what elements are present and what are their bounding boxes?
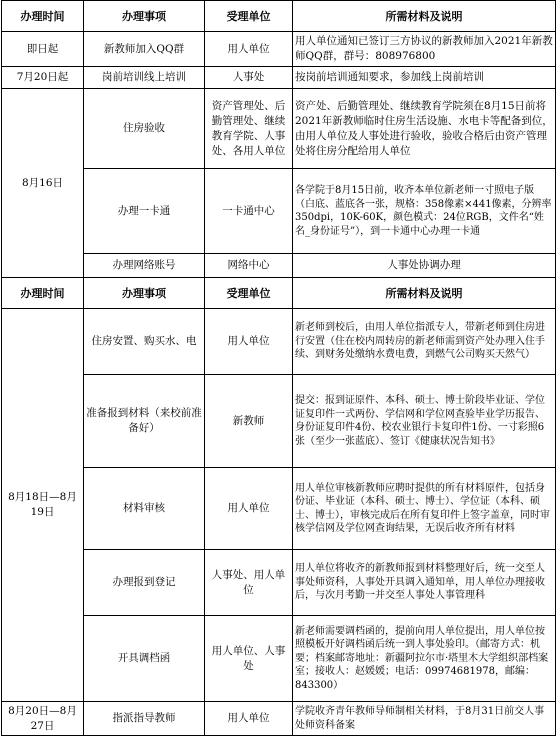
row-item: 住房安置、购买水、电 <box>84 309 205 375</box>
row-item: 办理网络账号 <box>84 254 205 278</box>
row-time: 即日起 <box>2 32 84 67</box>
row-desc: 用人单位通知已签订三方协议的新教师加入2021年新教师QQ群，群号：808976800 <box>293 32 556 67</box>
table-row <box>2 702 556 736</box>
row-item: 新教师加入QQ群 <box>84 32 205 67</box>
row-desc: 各学院于8月15日前，收齐本单位新老师一寸照电子版（白底、蓝底各一张，规格：358像素×441像素，分辨率350dpi，10K-60K，颜色模式：24位RGB，文件名“姓名_身份证号”），到一卡通中心办理一卡通 <box>293 169 556 254</box>
header-dept: 受理单位 <box>205 278 293 309</box>
row-dept: 用人单位 <box>205 32 293 67</box>
table-row <box>2 32 556 67</box>
table-header-row <box>2 278 556 309</box>
table-row <box>2 89 556 169</box>
row-dept: 一卡通中心 <box>205 169 293 254</box>
row-desc: 学院收齐青年教师导师制相关材料，于8月31日前交人事处师资科备案 <box>293 702 556 736</box>
row-dept: 资产管理处、后勤管理处、继续教育学院、人事处、各用人单位 <box>205 89 293 169</box>
schedule-table <box>1 0 556 736</box>
header-desc: 所需材料及说明 <box>293 1 556 32</box>
row-item: 开具调档函 <box>84 616 205 702</box>
row-item: 材料审核 <box>84 468 205 550</box>
header-item: 办理事项 <box>84 278 205 309</box>
row-time-merged: 8月18日—8月19日 <box>2 309 84 702</box>
row-dept: 用人单位 <box>205 702 293 736</box>
table-row <box>2 254 556 278</box>
row-dept: 用人单位 <box>205 468 293 550</box>
table-row <box>2 616 556 702</box>
row-dept: 用人单位 <box>205 309 293 375</box>
row-item: 岗前培训线上培训 <box>84 67 205 89</box>
row-item: 住房验收 <box>84 89 205 169</box>
table-row <box>2 169 556 254</box>
table-row <box>2 309 556 375</box>
row-dept: 人事处 <box>205 67 293 89</box>
row-item: 指派指导教师 <box>84 702 205 736</box>
row-dept: 用人单位、人事处 <box>205 616 293 702</box>
header-time: 办理时间 <box>2 278 84 309</box>
header-dept: 受理单位 <box>205 1 293 32</box>
row-desc: 新老师需要调档函的，提前向用人单位提出，用人单位按照模板开好调档函后统一到人事处验印。（邮寄方式：机要；档案邮寄地址：新疆阿拉尔市·塔里木大学组织部档案室；接收人：赵媛媛；电话：09974681978，邮编：843300） <box>293 616 556 702</box>
table-row <box>2 67 556 89</box>
row-desc: 按岗前培训通知要求，参加线上岗前培训 <box>293 67 556 89</box>
header-item: 办理事项 <box>84 1 205 32</box>
table-header-row <box>2 1 556 32</box>
row-item: 准备报到材料（来校前准备好） <box>84 375 205 468</box>
row-time: 8月20日—8月27日 <box>2 702 84 736</box>
row-time: 7月20日起 <box>2 67 84 89</box>
row-dept: 网络中心 <box>205 254 293 278</box>
table-row <box>2 468 556 550</box>
table-row <box>2 375 556 468</box>
row-desc: 人事处协调办理 <box>293 254 556 278</box>
row-item: 办理报到登记 <box>84 550 205 616</box>
row-dept: 人事处、用人单位 <box>205 550 293 616</box>
row-desc: 资产处、后勤管理处、继续教育学院须在8月15日前将2021年新教师临时住房生活设施、水电卡等配备到位，由用人单位及人事处进行验收，验收合格后由资产管理处将住房分配给用人单位 <box>293 89 556 169</box>
table-row <box>2 550 556 616</box>
row-desc: 用人单位审核新教师应聘时提供的所有材料原件，包括身份证、毕业证（本科、硕士、博士）、学位证（本科、硕士、博士），审核完成后在所有复印件上签字盖章，同时审核学信网及学位网查询结果，无误后收齐所有材料 <box>293 468 556 550</box>
header-time: 办理时间 <box>2 1 84 32</box>
row-dept: 新教师 <box>205 375 293 468</box>
row-time-merged: 8月16日 <box>2 89 84 278</box>
row-desc: 用人单位将收齐的新教师报到材料整理好后，统一交至人事处师资科，人事处开具调入通知单，用人单位办理接收后，与次月考勤一并交至人事处人事管理科 <box>293 550 556 616</box>
row-desc: 提交：报到证原件、本科、硕士、博士阶段毕业证、学位证复印件一式两份、学信网和学位网查验毕业学历报告、身份证复印件4份、校农业银行卡复印件1份、一寸彩照6张（至少一张蓝底）、签订《健康状况告知书》 <box>293 375 556 468</box>
header-desc: 所需材料及说明 <box>293 278 556 309</box>
row-desc: 新老师到校后，由用人单位指派专人，带新老师到住房进行安置（住在校内周转房的新老师需到资产处办理入住手续、到财务处缴纳水费电费，到燃气公司购买天然气） <box>293 309 556 375</box>
row-item: 办理一卡通 <box>84 169 205 254</box>
